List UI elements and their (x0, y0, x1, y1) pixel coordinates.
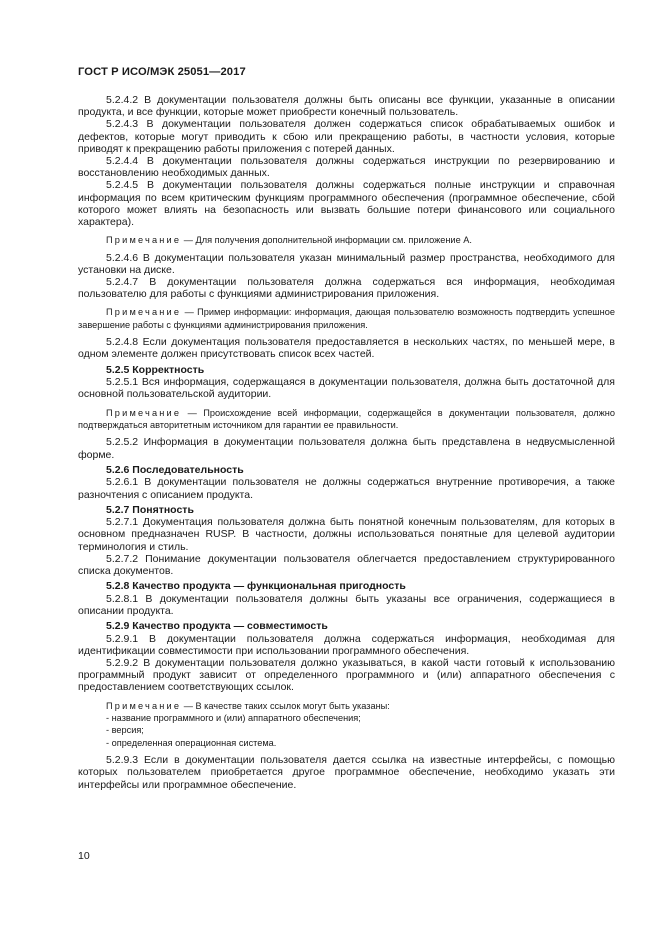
clause-5-2-9-3: 5.2.9.3 Если в документации пользователя дается ссылка на известные интерфейсы, с помощью которых пользователем приобретается другое программное обеспечение, необходимо указать эти интерфейсы или программное обеспечение. (78, 754, 615, 791)
heading-5-2-9: 5.2.9 Качество продукта — совместимость (106, 620, 328, 633)
clause-5-2-4-2: 5.2.4.2 В документации пользователя должны быть описаны все функции, указанные в описании продукта, и все функции, которые может приобрести конечный пользователь. (78, 94, 615, 119)
note-label: Примечание (106, 307, 182, 318)
document-header: ГОСТ Р ИСО/МЭК 25051—2017 (78, 66, 246, 78)
note-label: Примечание (106, 700, 182, 711)
clause-5-2-5-1: 5.2.5.1 Вся информация, содержащаяся в документации пользователя, должна быть достаточной для основной пользовательской аудитории. (78, 376, 615, 401)
heading-5-2-8: 5.2.8 Качество продукта — функциональная пригодность (106, 580, 406, 593)
note-list-item: - версия; (106, 725, 144, 736)
clause-5-2-7-2: 5.2.7.2 Понимание документации пользователя облегчается предоставлением структурированного списка документов. (78, 552, 615, 578)
note-list-item: - название программного и (или) аппаратного обеспечения; (106, 713, 361, 724)
clause-5-2-4-4: 5.2.4.4 В документации пользователя должны содержаться инструкции по резервированию и восстановлению необходимых данных. (78, 155, 615, 180)
note-list-item: - определенная операционная система. (106, 737, 277, 748)
clause-5-2-4-6: 5.2.4.6 В документации пользователя указан минимальный размер пространства, необходимого для установки на диске. (78, 251, 615, 276)
clause-5-2-4-7: 5.2.4.7 В документации пользователя должна содержаться вся информация, необходимая пользователю для работы с функциями администрирования приложения. (78, 276, 615, 301)
note-text: — Для получения дополнительной информации см. приложение А. (183, 235, 472, 246)
heading-5-2-5: 5.2.5 Корректность (106, 363, 205, 376)
note-label: Примечание (106, 407, 182, 418)
note-text: — Пример информации: информация, дающая пользователю возможность подтвердить успешное завершение работы с функциями администрирования приложения. (78, 307, 615, 330)
clause-5-2-8-1: 5.2.8.1 В документации пользователя должны быть указаны все ограничения, содержащиеся в описании продукта. (78, 592, 615, 617)
note-1 (78, 234, 615, 246)
note-4-list (78, 712, 615, 749)
note-text: — Происхождение всей информации, содержащейся в документации пользователя, должно подтверждаться авторитетным источником для гарантии ее правильности. (78, 407, 615, 430)
note-label: Примечание (106, 235, 182, 246)
clause-5-2-4-5: 5.2.4.5 В документации пользователя должны содержаться полные инструкции и справочная информация по всем критическим функциям программного обеспечения (программное обеспечение, сбой которого может влиять на безопасность или вызвать большие потери финансового или социального характера). (78, 179, 615, 229)
clause-5-2-9-2: 5.2.9.2 В документации пользователя должно указываться, в какой части готовый к использованию программный продукт зависит от определенного программного и (или) аппаратного обеспечения с предоставлением соответствующих ссылок. (78, 657, 615, 694)
clause-5-2-4-8: 5.2.4.8 Если документация пользователя предоставляется в нескольких частях, по меньшей мере, в одном элементе должен присутствовать список всех частей. (78, 336, 615, 361)
heading-5-2-7: 5.2.7 Понятность (106, 503, 194, 516)
heading-5-2-6: 5.2.6 Последовательность (106, 463, 244, 476)
note-4 (78, 700, 615, 712)
clause-5-2-9-1: 5.2.9.1 В документации пользователя должна содержаться информация, необходимая для идентификации совместимости при использовании программного обеспечения. (78, 632, 615, 657)
clause-5-2-4-3: 5.2.4.3 В документации пользователя должен содержаться список обрабатываемых ошибок и дефектов, которые могут приводить к сбою или прекращению работы, в частности условия, которые приводят к прекращению работы приложения с потерей данных. (78, 118, 615, 155)
page-number: 10 (78, 850, 90, 862)
note-2 (78, 306, 615, 331)
document-body (78, 94, 615, 791)
note-text: — В качестве таких ссылок могут быть указаны: (183, 700, 390, 711)
note-3 (78, 407, 615, 432)
clause-5-2-6-1: 5.2.6.1 В документации пользователя не должны содержаться внутренние противоречия, а также разночтения с описанием продукта. (78, 476, 615, 501)
clause-5-2-7-1: 5.2.7.1 Документация пользователя должна быть понятной конечным пользователям, для которых в основном предназначен RUSP. В частности, должны использоваться понятные для целевой аудитории терминология и стиль. (78, 516, 615, 553)
clause-5-2-5-2: 5.2.5.2 Информация в документации пользователя должна быть представлена в недвусмысленной форме. (78, 436, 615, 461)
